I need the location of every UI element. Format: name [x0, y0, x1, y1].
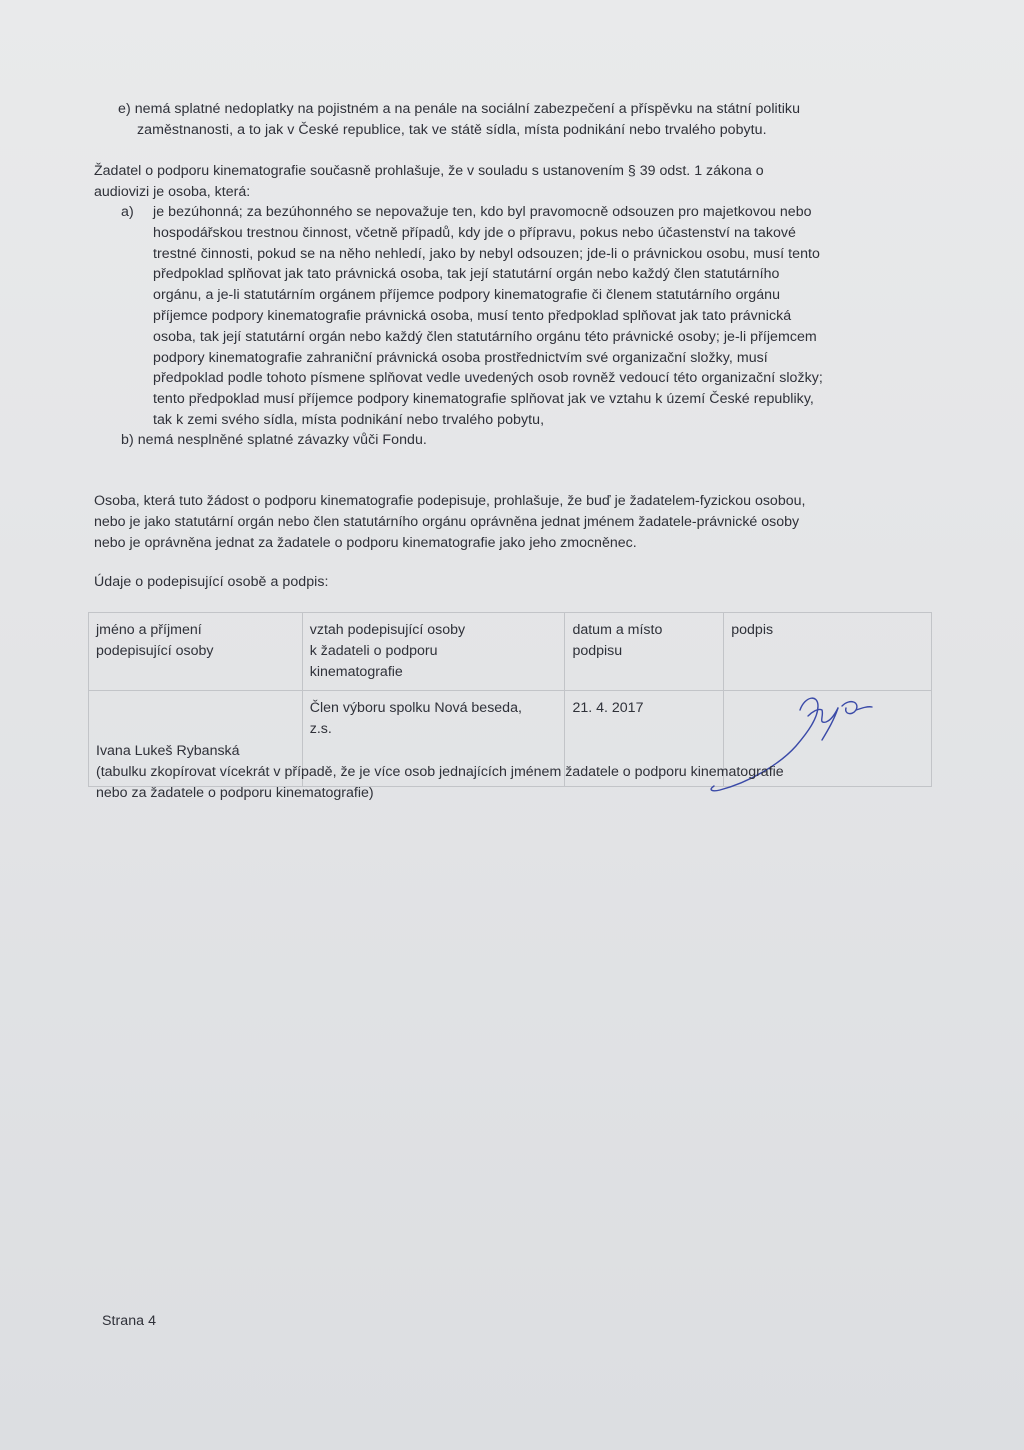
table-note-line: (tabulku zkopírovat vícekrát v případě, že je více osob jednajících jménem žadatele o podporu kinematografie	[96, 764, 784, 780]
signing-date: 21. 4. 2017	[572, 700, 644, 716]
signatory-statement-line: Osoba, která tuto žádost o podporu kinematografie podepisuje, prohlašuje, že buď je žadatelem-fyzickou osobou,	[94, 493, 806, 509]
item-a-line: orgánu, a je-li statutárním orgánem příjemce podpory kinematografie či členem statutárního orgánu	[153, 287, 781, 304]
header-text: podpis	[731, 622, 774, 638]
item-a-line: tento předpoklad musí příjemce podpory kinematografie splňovat jak ve vztahu k území České republiky,	[153, 391, 814, 408]
header-text: kinematografie	[309, 664, 403, 680]
header-text: vztah podepisující osoby	[309, 622, 466, 638]
item-a-line: hospodářskou trestnou činnost, včetně případů, kdy jde o přípravu, pokus nebo účastenství na takové	[153, 224, 796, 241]
clause-e	[118, 99, 938, 141]
header-signature	[724, 613, 932, 691]
declaration-intro	[94, 161, 924, 203]
header-text: k žadateli o podporu	[309, 643, 438, 659]
page-number: Strana 4	[102, 1313, 157, 1329]
item-a-line: předpoklad splňovat jak tato právnická osoba, tak její statutární orgán nebo každý člen statutárního	[153, 266, 780, 283]
signatory-heading: Údaje o podepisující osobě a podpis:	[94, 574, 329, 590]
clause-e-line: e) nemá splatné nedoplatky na pojistném a na penále na sociální zabezpečení a příspěvku na státní politiku	[118, 101, 801, 117]
item-a-line: příjemce podpory kinematografie právnická osoba, musí tento předpoklad splňovat jak tato právnická	[153, 307, 792, 324]
header-text: podepisující osoby	[96, 643, 214, 659]
item-a-line: osoba, tak její statutární orgán nebo každý člen statutárního orgánu této právnické osoby; je-li příjemcem	[153, 328, 817, 345]
item-a-line: trestné činnosti, pokud se na něho nehledí, jako by nebyl odsouzen; jde-li o právnickou osobu, musí tento	[153, 245, 820, 262]
item-a-line: předpoklad podle tohoto písmene splňovat vedle uvedených osob rovněž vedoucí této organizační složky;	[153, 370, 823, 387]
signatory-statement-line: nebo je oprávněna jednat za žadatele o podporu kinematografie jako jeho zmocněnec.	[94, 534, 637, 551]
signatory-statement-line: nebo je jako statutární orgán nebo člen statutárního orgánu oprávněna jednat jménem žadatele-právnické osoby	[94, 513, 800, 530]
item-a-line: podpory kinematografie zahraniční právnická osoba prostřednictvím své organizační složky, musí	[153, 349, 768, 366]
declaration-intro-line: Žadatel o podporu kinematografie současně prohlašuje, že v souladu s ustanovením § 39 odst. 1 zákona o	[94, 163, 764, 179]
item-a-marker: a)	[121, 204, 134, 220]
clause-e-line: zaměstnanosti, a to jak v České republice, tak ve státě sídla, místa podnikání nebo trvalého pobytu.	[137, 121, 767, 138]
item-b: b) nemá nesplněné splatné závazky vůči Fondu.	[121, 432, 427, 448]
item-a-line: tak k zemi svého sídla, místa podnikání nebo trvalého pobytu,	[153, 411, 545, 428]
signatory-statement	[94, 491, 924, 553]
relation-line: Člen výboru spolku Nová beseda,	[309, 700, 522, 716]
header-text: jméno a příjmení	[96, 622, 202, 638]
header-text: datum a místo	[572, 622, 663, 638]
header-date	[565, 613, 724, 691]
signatory-name: Ivana Lukeš Rybanská	[96, 743, 240, 759]
table-header-row	[89, 613, 932, 691]
header-name	[89, 613, 303, 691]
declaration-intro-line: audiovizi je osoba, která:	[94, 183, 251, 200]
header-text: podpisu	[572, 643, 623, 659]
relation-line: z.s.	[309, 721, 332, 737]
item-a-text	[153, 202, 933, 431]
header-relation	[302, 613, 565, 691]
item-a-line: je bezúhonná; za bezúhonného se nepovažuje ten, kdo byl pravomocně odsouzen pro majetkovou nebo	[153, 204, 812, 220]
table-note	[96, 762, 926, 804]
table-note-line: nebo za žadatele o podporu kinematografie)	[96, 784, 374, 801]
